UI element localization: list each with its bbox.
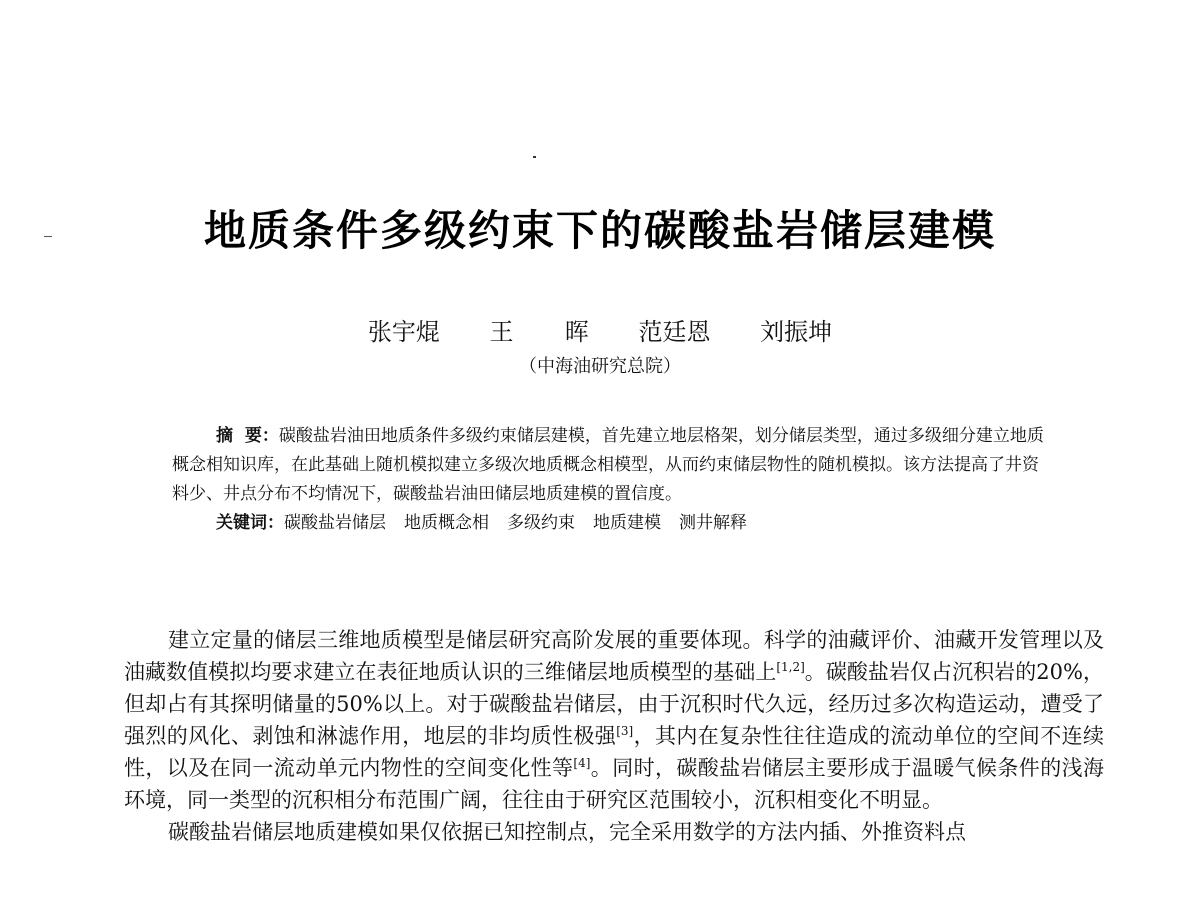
body-text-segment: 建立定量的储层三维地质模型是储层研究高阶发展的重要体现。科学的油藏评价、油藏开发管理以及油藏数值模拟均要求建立在表征地质认识的三维储层地质模型的基础上: [124, 628, 1104, 684]
body-text-segment: 。同时，碳酸盐岩储层主要形成于温暖气候条件的浅海环境，同一类型的沉积相分布范围广阔，往往由于研究区范围较小，沉积相变化不明显。: [124, 756, 1105, 812]
author-name: 王 晖: [489, 318, 589, 346]
author-name: 范廷恩: [638, 318, 711, 346]
body-text-segment: 。碳酸盐岩仅占沉积岩的20%，但却占有其探明储量的50%以上。对于碳酸盐岩储层，由于沉积时代久远，经历过多次构造运动，遭受了强烈的风化、剥蚀和淋滤作用，地层的非均质性极强: [124, 660, 1104, 748]
body-text-segment: ，其内在复杂性往往造成的流动单位的空间不连续性，以及在同一流动单元内物性的空间变化性等: [124, 724, 1105, 780]
citation: [4]: [573, 756, 591, 770]
abstract-label: 摘 要：: [216, 426, 279, 446]
abstract-paragraph: [172, 422, 1052, 509]
keywords-label: 关键词：: [216, 513, 284, 533]
abstract-block: [172, 422, 1052, 538]
scan-speck: [533, 156, 536, 158]
keyword: 测井解释: [679, 513, 747, 533]
body-paragraph-2: 碳酸盐岩储层地质建模如果仅依据已知控制点，完全采用数学的方法内插、外推资料点: [168, 820, 966, 844]
citation: [3]: [616, 724, 634, 738]
keyword: 碳酸盐岩储层: [284, 513, 386, 533]
abstract-text: 碳酸盐岩油田地质条件多级约束储层建模，首先建立地层格架，划分储层类型，通过多级细分建立地质概念相知识库，在此基础上随机模拟建立多级次地质概念相模型，从而约束储层物性的随机模拟。该方法提高了井资料少、井点分布不均情况下，碳酸盐岩油田储层地质建模的置信度。: [172, 426, 1044, 504]
author-list: [0, 312, 1200, 347]
author-name: 张宇焜: [367, 318, 440, 346]
affiliation: （中海油研究总院）: [519, 356, 681, 377]
paper-title: 地质条件多级约束下的碳酸盐岩储层建模: [203, 206, 996, 255]
keyword: 地质概念相: [404, 513, 489, 533]
keywords-line: [172, 509, 1052, 538]
body-paragraph-1: [124, 624, 1104, 816]
body-text: [124, 624, 1104, 848]
keyword: 地质建模: [593, 513, 661, 533]
citation: [1,2]: [776, 660, 805, 674]
author-name: 刘振坤: [760, 318, 833, 346]
keyword: 多级约束: [507, 513, 575, 533]
